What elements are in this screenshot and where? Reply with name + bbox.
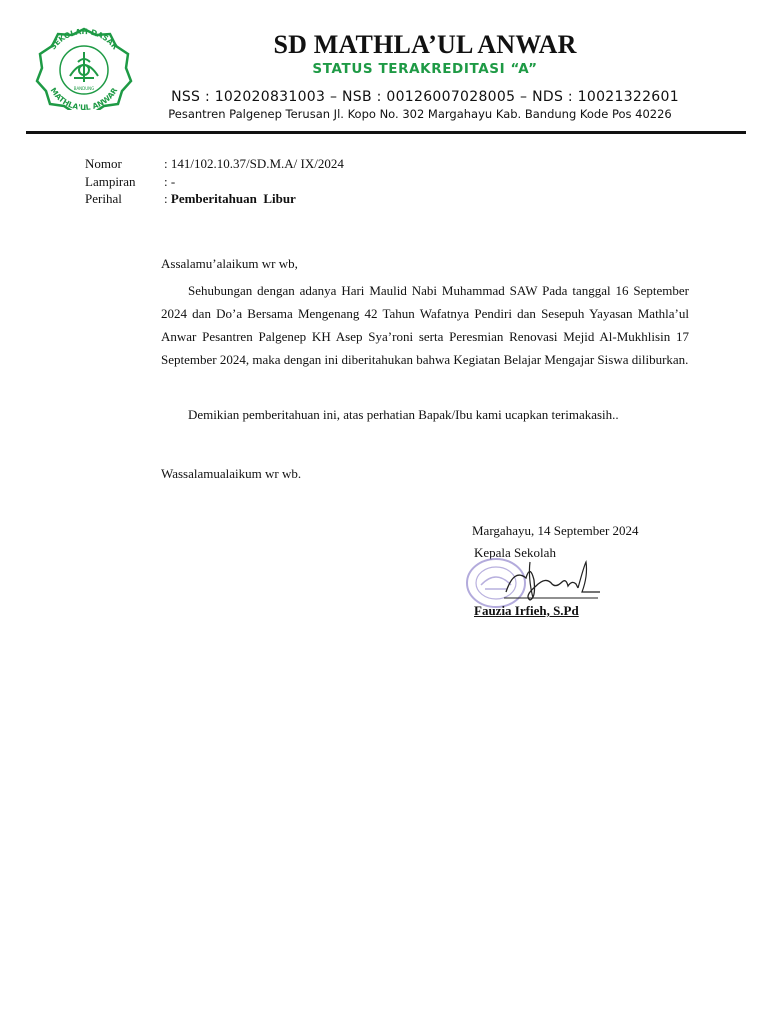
logo-arc-top-text: SEKOLAH DASAR [48, 26, 120, 52]
school-logo [34, 26, 134, 110]
accreditation-status: STATUS TERAKREDITASI “A” [312, 61, 538, 77]
closing-salutation: Wassalamualaikum wr wb. [161, 466, 302, 481]
meta-row-nomor [85, 156, 344, 174]
meta-row-perihal [85, 191, 344, 209]
lampiran-value: : - [164, 173, 176, 189]
meta-row-lampiran [85, 174, 344, 192]
perihal-prefix: : [164, 191, 171, 206]
school-registration-numbers: NSS : 102020831003 – NSB : 00126007028005 – NDS : 10021322601 [171, 89, 679, 105]
perihal-label: Perihal [85, 191, 122, 206]
school-address: Pesantren Palgenep Terusan Jl. Kopo No. 302 Margahayu Kab. Bandung Kode Pos 40226 [168, 107, 672, 121]
place-and-date: Margahayu, 14 September 2024 [472, 523, 639, 538]
header-divider [26, 131, 746, 134]
nomor-value: : 141/102.10.37/SD.M.A/ IX/2024 [164, 156, 344, 171]
body-paragraph-1: Sehubungan dengan adanya Hari Maulid Nabi Muhammad SAW Pada tanggal 16 September 2024 dan Do’a Bersama Mengenang 42 Tahun Wafatnya Pendiri dan Sesepuh Yayasan Mathla’ul Anwar Pesantren Palgenep KH Asep Sya’roni serta Peresmian Renovasi Mejid Al-Mukhlisin 17 September 2024, maka dengan ini diberitahukan bahwa Kegiatan Belajar Mengajar Siswa diliburkan. [161, 283, 689, 367]
signer-title: Kepala Sekolah [474, 545, 556, 560]
school-name: SD MATHLA’UL ANWAR [273, 30, 577, 59]
body-paragraph-2: Demikian pemberitahuan ini, atas perhatian Bapak/Ibu kami ucapkan terimakasih.. [188, 407, 619, 422]
perihal-value [164, 191, 296, 209]
perihal-subject: Pemberitahuan Libur [170, 191, 296, 206]
nomor-label: Nomor [85, 156, 122, 171]
logo-arc-bottom-text: MATHLA'UL ANWAR [48, 86, 120, 110]
signer-name: Fauzia Irfieh, S.Pd [474, 603, 579, 618]
logo-small-text: BANDUNG [73, 86, 95, 91]
lampiran-label: Lampiran [85, 173, 136, 189]
handwritten-signature [500, 558, 605, 604]
letter-meta [85, 156, 344, 209]
greeting: Assalamu’alaikum wr wb, [161, 256, 298, 271]
